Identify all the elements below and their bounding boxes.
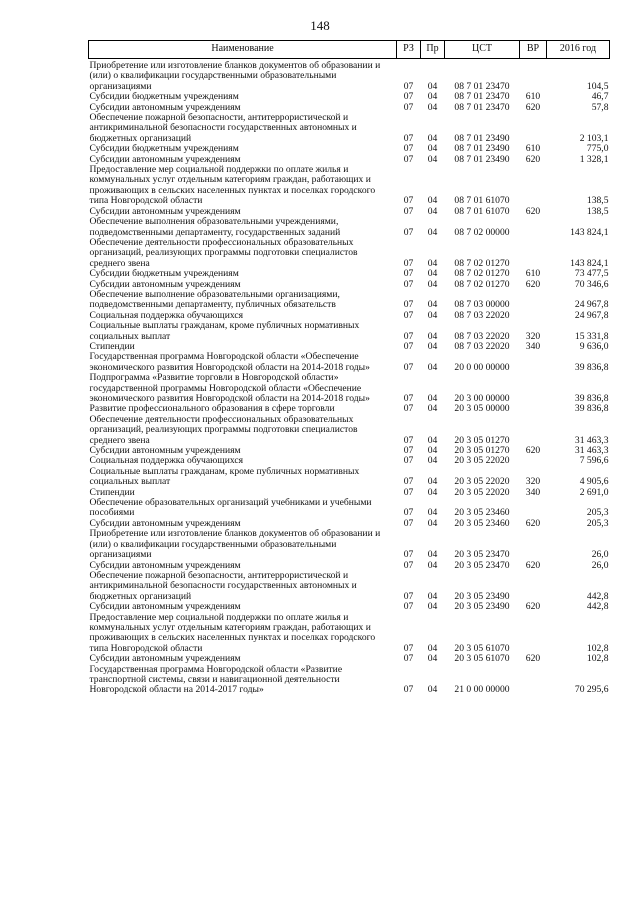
cell-rz: 07 bbox=[403, 278, 414, 290]
cell-cst: 20 3 05 22020 bbox=[454, 486, 510, 498]
cell-vr: 620 bbox=[525, 559, 541, 571]
cell-rz: 07 bbox=[403, 559, 414, 571]
table-row bbox=[89, 352, 610, 373]
cell-vr: 610 bbox=[525, 91, 541, 103]
cell-amount: 70 295,6 bbox=[574, 684, 609, 696]
cell-rz: 07 bbox=[403, 601, 414, 613]
cell-vr bbox=[520, 238, 547, 269]
cell-amount: 24 967,8 bbox=[574, 299, 609, 311]
cell-cst: 20 3 05 23460 bbox=[454, 507, 510, 519]
cell-amount: 39 836,8 bbox=[574, 403, 609, 415]
cell-cst: 08 7 01 23490 bbox=[454, 143, 510, 155]
cell-amount: 138,5 bbox=[586, 195, 609, 207]
cell-name: Обеспечение выполнения образовательными учреждениями, подведомственными департаменту, государственных заданий bbox=[89, 216, 341, 238]
cell-vr bbox=[520, 113, 547, 144]
table-row bbox=[89, 321, 610, 342]
cell-rz: 07 bbox=[403, 445, 414, 457]
cell-amount: 7 596,6 bbox=[579, 455, 609, 467]
cell-cst: 20 3 05 23460 bbox=[454, 517, 510, 529]
cell-pr: 04 bbox=[427, 299, 438, 311]
table-row bbox=[89, 529, 610, 560]
cell-name: Субсидии автономным учреждениям bbox=[89, 205, 241, 217]
cell-name: Субсидии бюджетным учреждениям bbox=[89, 143, 239, 155]
cell-vr: 620 bbox=[525, 205, 541, 217]
cell-name: Субсидии автономным учреждениям bbox=[89, 153, 241, 165]
cell-cst: 08 7 02 01270 bbox=[454, 278, 510, 290]
cell-vr bbox=[520, 529, 547, 560]
cell-name: Развитие профессионального образования в сфере торговли bbox=[89, 403, 335, 415]
cell-vr bbox=[520, 415, 547, 446]
cell-pr: 04 bbox=[427, 153, 438, 165]
cell-cst: 20 3 05 23490 bbox=[454, 601, 510, 613]
header-year: 2016 год bbox=[547, 41, 610, 59]
cell-pr: 04 bbox=[427, 653, 438, 665]
cell-rz: 07 bbox=[403, 226, 414, 238]
cell-pr: 04 bbox=[427, 507, 438, 519]
header-pr: Пр bbox=[421, 41, 445, 59]
cell-rz: 07 bbox=[403, 403, 414, 415]
cell-pr: 04 bbox=[427, 143, 438, 155]
header-name: Наименование bbox=[89, 41, 397, 59]
cell-cst: 08 7 02 00000 bbox=[454, 226, 510, 238]
cell-cst: 20 3 05 01270 bbox=[454, 434, 510, 446]
cell-name: Субсидии автономным учреждениям bbox=[89, 101, 241, 113]
cell-rz: 07 bbox=[403, 517, 414, 529]
cell-cst: 08 7 03 22020 bbox=[454, 330, 510, 342]
cell-cst: 08 7 01 23490 bbox=[454, 132, 510, 144]
table-row bbox=[89, 613, 610, 655]
cell-name: Государственная программа Новгородской области «Обеспечение экономического развития Новгородской области на 2014-2018 годы» bbox=[89, 351, 370, 373]
table-row bbox=[89, 467, 610, 488]
table-row bbox=[89, 217, 610, 238]
cell-pr: 04 bbox=[427, 601, 438, 613]
cell-pr: 04 bbox=[427, 549, 438, 561]
cell-vr bbox=[520, 498, 547, 519]
cell-name: Обеспечение выполнение образовательными организациями, подведомственными департаменту, публичных обязательств bbox=[89, 288, 340, 311]
table-row bbox=[89, 415, 610, 446]
header-row bbox=[89, 41, 610, 59]
cell-pr: 04 bbox=[427, 559, 438, 571]
cell-amount: 442,8 bbox=[586, 590, 609, 602]
cell-amount: 31 463,3 bbox=[574, 434, 609, 446]
table-row bbox=[89, 373, 610, 404]
cell-vr: 320 bbox=[525, 330, 541, 342]
table-row bbox=[89, 498, 610, 519]
cell-name: Субсидии автономным учреждениям bbox=[89, 445, 241, 457]
cell-cst: 20 3 05 22020 bbox=[454, 476, 510, 488]
cell-vr bbox=[520, 456, 547, 466]
cell-vr: 340 bbox=[525, 340, 541, 352]
cell-rz: 07 bbox=[403, 153, 414, 165]
table-header bbox=[89, 41, 610, 59]
cell-cst: 20 3 05 61070 bbox=[454, 642, 510, 654]
cell-rz: 07 bbox=[403, 361, 414, 373]
cell-amount: 102,8 bbox=[586, 653, 609, 665]
cell-pr: 04 bbox=[427, 309, 438, 321]
cell-amount: 39 836,8 bbox=[574, 393, 609, 404]
table-row bbox=[89, 238, 610, 269]
cell-name: Субсидии бюджетным учреждениям bbox=[89, 91, 239, 103]
cell-vr: 610 bbox=[525, 268, 541, 280]
cell-pr: 04 bbox=[427, 434, 438, 446]
cell-rz: 07 bbox=[403, 91, 414, 103]
cell-name: Социальные выплаты гражданам, кроме публичных нормативных социальных выплат bbox=[89, 320, 360, 342]
cell-name: Подпрограмма «Развитие торговли в Новгородской области» государственной программы Новгородской области «Обеспечение экономического развития Новгородской области на 2014-2018 годы» bbox=[89, 372, 370, 404]
cell-rz: 07 bbox=[403, 195, 414, 207]
cell-rz: 07 bbox=[403, 642, 414, 654]
cell-pr: 04 bbox=[427, 257, 438, 269]
cell-amount: 143 824,1 bbox=[570, 257, 609, 269]
cell-amount: 73 477,5 bbox=[574, 268, 609, 280]
cell-rz: 07 bbox=[403, 132, 414, 144]
cell-name: Стипендии bbox=[89, 340, 135, 352]
cell-pr: 04 bbox=[427, 226, 438, 238]
cell-rz: 07 bbox=[403, 205, 414, 217]
cell-rz: 07 bbox=[403, 455, 414, 467]
cell-name: Субсидии автономным учреждениям bbox=[89, 559, 241, 571]
cell-amount: 138,5 bbox=[586, 205, 609, 217]
cell-amount: 24 967,8 bbox=[574, 309, 609, 321]
cell-vr bbox=[520, 665, 547, 696]
cell-amount: 775,0 bbox=[586, 143, 609, 155]
cell-rz: 07 bbox=[403, 476, 414, 488]
cell-cst: 08 7 01 23490 bbox=[454, 153, 510, 165]
cell-pr: 04 bbox=[427, 393, 438, 404]
cell-vr bbox=[520, 290, 547, 311]
cell-name: Обеспечение деятельности профессиональных образовательных организаций, реализующих программы подготовки специалистов среднего звена bbox=[89, 236, 358, 269]
cell-amount: 57,8 bbox=[591, 101, 609, 113]
cell-vr: 620 bbox=[525, 601, 541, 613]
cell-cst: 20 3 05 23470 bbox=[454, 559, 510, 571]
page-number: 148 bbox=[310, 18, 330, 33]
table-body bbox=[89, 59, 610, 696]
cell-pr: 04 bbox=[427, 486, 438, 498]
cell-pr: 04 bbox=[427, 205, 438, 217]
cell-pr: 04 bbox=[427, 403, 438, 415]
cell-cst: 08 7 03 22020 bbox=[454, 340, 510, 352]
table-row bbox=[89, 571, 610, 602]
cell-pr: 04 bbox=[427, 684, 438, 696]
cell-rz: 07 bbox=[403, 268, 414, 280]
budget-table bbox=[88, 40, 610, 696]
cell-rz: 07 bbox=[403, 101, 414, 113]
table-row bbox=[89, 269, 610, 279]
cell-vr bbox=[520, 373, 547, 404]
cell-pr: 04 bbox=[427, 278, 438, 290]
table-row bbox=[89, 654, 610, 664]
cell-pr: 04 bbox=[427, 101, 438, 113]
cell-rz: 07 bbox=[403, 299, 414, 311]
cell-rz: 07 bbox=[403, 590, 414, 602]
cell-pr: 04 bbox=[427, 455, 438, 467]
cell-name: Обеспечение образовательных организаций учебниками и учебными пособиями bbox=[89, 497, 372, 519]
cell-name: Предоставление мер социальной поддержки по оплате жилья и коммунальных услуг отдельным категориям граждан, работающих и проживающих в сельских населенных пунктах и поселках городского типа Новгородской области bbox=[89, 164, 376, 207]
cell-rz: 07 bbox=[403, 340, 414, 352]
cell-name: Обеспечение пожарной безопасности, антитеррористической и антикриминальной безопасности государственных автономных и бюджетных организаций bbox=[89, 112, 357, 144]
cell-pr: 04 bbox=[427, 445, 438, 457]
cell-name: Приобретение или изготовление бланков документов об образовании и (или) о квалификации государственными образовательными организациями bbox=[89, 528, 381, 561]
cell-amount: 205,3 bbox=[586, 517, 609, 529]
cell-name: Государственная программа Новгородской области «Развитие транспортной системы, связи и навигационной деятельности Новгородской области на 2014-2017 годы» bbox=[89, 663, 343, 696]
cell-name: Обеспечение пожарной безопасности, антитеррористической и антикриминальной безопасности государственных автономных и бюджетных организаций bbox=[89, 569, 357, 602]
cell-vr bbox=[520, 352, 547, 373]
table-row bbox=[89, 665, 610, 696]
cell-cst: 08 7 01 61070 bbox=[454, 205, 510, 217]
cell-name: Субсидии автономным учреждениям bbox=[89, 278, 241, 290]
cell-pr: 04 bbox=[427, 91, 438, 103]
cell-amount: 2 103,1 bbox=[579, 132, 609, 144]
cell-name: Субсидии автономным учреждениям bbox=[89, 653, 241, 665]
cell-pr: 04 bbox=[427, 476, 438, 488]
cell-amount: 39 836,8 bbox=[574, 361, 609, 373]
cell-cst: 21 0 00 00000 bbox=[454, 684, 510, 696]
cell-name: Социальная поддержка обучающихся bbox=[89, 309, 244, 321]
cell-vr bbox=[520, 404, 547, 414]
cell-name: Приобретение или изготовление бланков документов об образовании и (или) о квалификации государственными образовательными организациями bbox=[89, 60, 381, 92]
cell-rz: 07 bbox=[403, 549, 414, 561]
cell-rz: 07 bbox=[403, 653, 414, 665]
cell-cst: 20 3 00 00000 bbox=[454, 393, 510, 404]
cell-pr: 04 bbox=[427, 642, 438, 654]
cell-cst: 20 3 05 00000 bbox=[454, 403, 510, 415]
cell-pr: 04 bbox=[427, 132, 438, 144]
cell-pr: 04 bbox=[427, 268, 438, 280]
cell-cst: 20 3 05 23470 bbox=[454, 549, 510, 561]
cell-pr: 04 bbox=[427, 80, 438, 92]
cell-amount: 205,3 bbox=[586, 507, 609, 519]
cell-amount: 31 463,3 bbox=[574, 445, 609, 457]
cell-cst: 20 0 00 00000 bbox=[454, 361, 510, 373]
cell-cst: 20 3 05 01270 bbox=[454, 445, 510, 457]
cell-vr bbox=[520, 613, 547, 655]
cell-amount: 2 691,0 bbox=[579, 486, 609, 498]
cell-cst: 20 3 05 23490 bbox=[454, 590, 510, 602]
cell-vr bbox=[520, 217, 547, 238]
cell-name: Социальные выплаты гражданам, кроме публичных нормативных социальных выплат bbox=[89, 465, 360, 488]
cell-amount: 70 346,6 bbox=[574, 278, 609, 290]
cell-amount: 1 328,1 bbox=[579, 153, 609, 165]
cell-vr: 620 bbox=[525, 278, 541, 290]
cell-vr bbox=[520, 571, 547, 602]
cell-vr bbox=[520, 59, 547, 93]
header-cst: ЦСТ bbox=[445, 41, 520, 59]
cell-vr bbox=[520, 165, 547, 207]
cell-vr: 620 bbox=[525, 101, 541, 113]
cell-rz: 07 bbox=[403, 330, 414, 342]
cell-rz: 07 bbox=[403, 507, 414, 519]
header-rz: РЗ bbox=[397, 41, 421, 59]
cell-amount: 102,8 bbox=[586, 642, 609, 654]
cell-vr: 620 bbox=[525, 653, 541, 665]
table-row bbox=[89, 113, 610, 144]
table-row bbox=[89, 290, 610, 311]
cell-cst: 08 7 02 01270 bbox=[454, 257, 510, 269]
cell-rz: 07 bbox=[403, 434, 414, 446]
cell-name: Субсидии автономным учреждениям bbox=[89, 517, 241, 529]
cell-amount: 15 331,8 bbox=[574, 330, 609, 342]
table-row bbox=[89, 165, 610, 207]
cell-pr: 04 bbox=[427, 195, 438, 207]
cell-vr: 320 bbox=[525, 476, 541, 488]
cell-amount: 26,0 bbox=[591, 549, 609, 561]
header-vr: ВР bbox=[520, 41, 547, 59]
cell-vr: 340 bbox=[525, 486, 541, 498]
cell-cst: 08 7 03 22020 bbox=[454, 309, 510, 321]
cell-vr bbox=[520, 311, 547, 321]
cell-name: Обеспечение деятельности профессиональных образовательных организаций, реализующих программы подготовки специалистов среднего звена bbox=[89, 413, 358, 446]
cell-name: Субсидии автономным учреждениям bbox=[89, 601, 241, 613]
cell-rz: 07 bbox=[403, 684, 414, 696]
cell-cst: 20 3 05 61070 bbox=[454, 653, 510, 665]
cell-name: Стипендии bbox=[89, 486, 135, 498]
cell-vr: 620 bbox=[525, 153, 541, 165]
cell-rz: 07 bbox=[403, 257, 414, 269]
cell-cst: 08 7 01 61070 bbox=[454, 195, 510, 207]
table-row bbox=[89, 602, 610, 612]
cell-rz: 07 bbox=[403, 393, 414, 404]
cell-pr: 04 bbox=[427, 340, 438, 352]
cell-pr: 04 bbox=[427, 590, 438, 602]
cell-rz: 07 bbox=[403, 80, 414, 92]
cell-name: Субсидии бюджетным учреждениям bbox=[89, 268, 239, 280]
cell-amount: 104,5 bbox=[586, 80, 609, 92]
cell-cst: 08 7 02 01270 bbox=[454, 268, 510, 280]
cell-amount: 143 824,1 bbox=[570, 226, 609, 238]
cell-vr: 620 bbox=[525, 517, 541, 529]
cell-cst: 08 7 01 23470 bbox=[454, 80, 510, 92]
cell-pr: 04 bbox=[427, 517, 438, 529]
cell-amount: 9 636,0 bbox=[579, 340, 609, 352]
table-row bbox=[89, 59, 610, 93]
cell-rz: 07 bbox=[403, 309, 414, 321]
cell-amount: 442,8 bbox=[586, 601, 609, 613]
cell-name: Предоставление мер социальной поддержки по оплате жилья и коммунальных услуг отдельным категориям граждан, работающих и проживающих в сельских населенных пунктах и поселках городского типа Новгородской области bbox=[89, 611, 376, 654]
cell-rz: 07 bbox=[403, 143, 414, 155]
cell-cst: 20 3 05 22020 bbox=[454, 455, 510, 467]
cell-pr: 04 bbox=[427, 330, 438, 342]
cell-pr: 04 bbox=[427, 361, 438, 373]
cell-cst: 08 7 01 23470 bbox=[454, 91, 510, 103]
cell-cst: 08 7 01 23470 bbox=[454, 101, 510, 113]
cell-cst: 08 7 03 00000 bbox=[454, 299, 510, 311]
cell-name: Социальная поддержка обучающихся bbox=[89, 455, 244, 467]
cell-vr: 620 bbox=[525, 445, 541, 457]
cell-vr: 610 bbox=[525, 143, 541, 155]
cell-amount: 46,7 bbox=[591, 91, 609, 103]
cell-amount: 4 905,6 bbox=[579, 476, 609, 488]
cell-rz: 07 bbox=[403, 486, 414, 498]
cell-amount: 26,0 bbox=[591, 559, 609, 571]
